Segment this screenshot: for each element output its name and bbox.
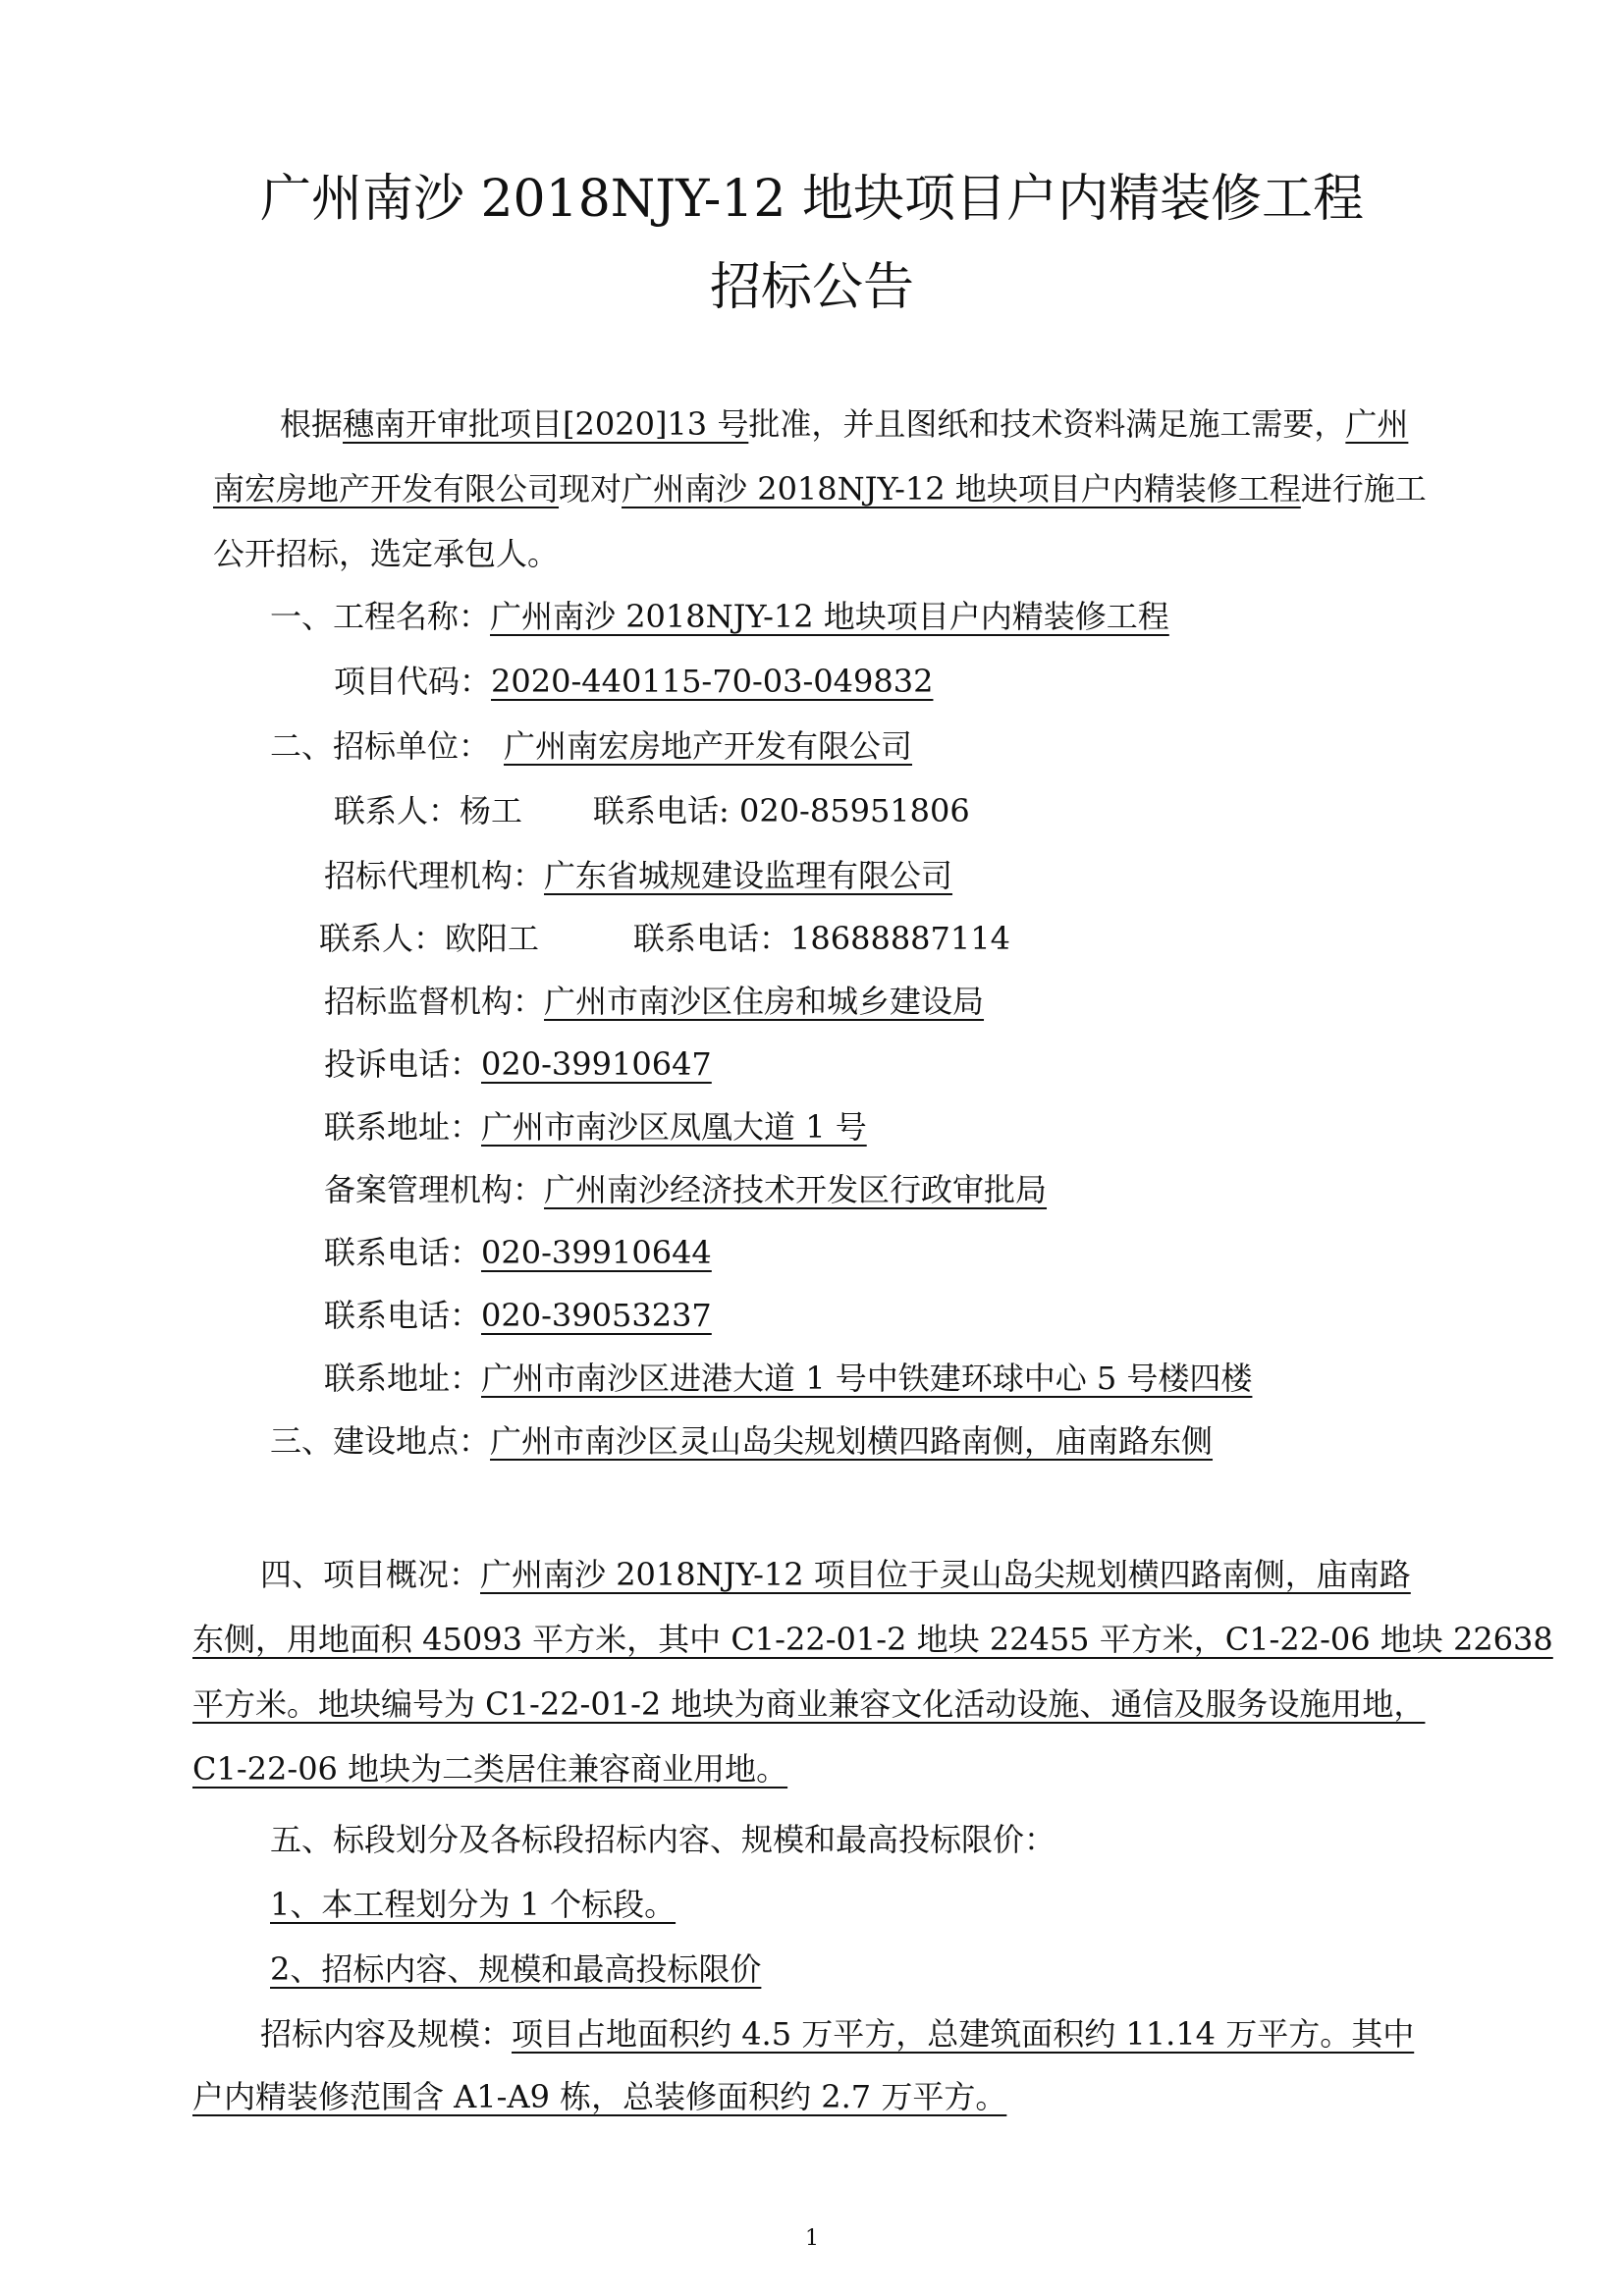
field-value: 2020-440115-70-03-049832: [491, 663, 934, 700]
section-value: 广州南沙 2018NJY-12 地块项目户内精装修工程: [490, 598, 1169, 635]
scope-line-2: 户内精装修范围含 A1-A9 栋，总装修面积约 2.7 万平方。: [192, 2078, 1007, 2115]
intro-text: 现对: [559, 470, 623, 507]
owner-name-part1: 广州: [1345, 405, 1409, 443]
section-value: 广州市南沙区灵山岛尖规划横四路南侧，庙南路东侧: [490, 1422, 1214, 1460]
intro-line-1: [280, 400, 1408, 448]
contact-person: 联系人：杨工: [334, 792, 523, 829]
field-value: 广州市南沙区进港大道 1 号中铁建环球中心 5 号楼四楼: [481, 1360, 1253, 1397]
contact-person: 联系人：欧阳工: [319, 920, 540, 957]
record-authority: [324, 1166, 1047, 1213]
field-label: 招标代理机构：: [324, 857, 545, 894]
intro-line-3: 公开招标，选定承包人。: [213, 535, 560, 572]
field-label: 联系地址：: [324, 1360, 482, 1397]
section-4-overview-line-2: 东侧，用地面积 45093 平方米，其中 C1-22-01-2 地块 22455 平方米，C1-22-06 地块 22638: [192, 1621, 1553, 1658]
tender-supervisor: [324, 978, 984, 1025]
field-label: 投诉电话：: [324, 1045, 482, 1083]
section-label: 四、项目概况：: [260, 1556, 481, 1593]
section-4-overview-line-4: C1-22-06 地块为二类居住兼容商业用地。: [192, 1750, 788, 1788]
section-1-project-name: [270, 593, 1169, 640]
field-label: 招标内容及规模：: [260, 2015, 513, 2053]
section-label: 一、工程名称：: [270, 598, 491, 635]
tender-agent: [324, 852, 952, 899]
section-3-location: [270, 1417, 1213, 1465]
approval-number: 穗南开审批项目[2020]13 号: [343, 405, 749, 443]
intro-text: 根据: [280, 405, 344, 443]
section-5-item-1: 1、本工程划分为 1 个标段。: [270, 1886, 677, 1923]
complaint-phone: [324, 1041, 712, 1088]
scope-line-1: [260, 2010, 1414, 2057]
record-phone-1: [324, 1229, 712, 1276]
field-value: 广州市南沙区凤凰大道 1 号: [481, 1108, 867, 1146]
field-value: 020-39910647: [481, 1045, 712, 1083]
section-5-heading: 五、标段划分及各标段招标内容、规模和最高投标限价：: [270, 1821, 1056, 1858]
tenderer-contact: [334, 787, 970, 834]
section-4-overview-line-3: 平方米。地块编号为 C1-22-01-2 地块为商业兼容文化活动设施、通信及服务设施用地，: [192, 1685, 1426, 1723]
project-name: 广州南沙 2018NJY-12 地块项目户内精装修工程: [622, 470, 1301, 507]
section-label: 三、建设地点：: [270, 1422, 491, 1460]
field-label: 联系地址：: [324, 1108, 482, 1146]
agent-contact: [319, 915, 1010, 962]
section-label: 二、招标单位：: [270, 727, 491, 765]
project-code: [334, 658, 933, 705]
field-label: 联系电话：: [324, 1234, 482, 1271]
field-value: 广东省城规建设监理有限公司: [544, 857, 953, 894]
document-title: 广州南沙 2018NJY-12 地块项目户内精装修工程: [259, 170, 1365, 229]
field-value: 020-39910644: [481, 1234, 712, 1271]
field-label: 联系电话：: [324, 1297, 482, 1334]
section-5-item-2: 2、招标内容、规模和最高投标限价: [270, 1950, 762, 1988]
record-phone-2: [324, 1292, 712, 1339]
contact-phone: 联系电话：18688887114: [633, 920, 1010, 957]
section-2-tenderer: [270, 722, 912, 770]
field-value: 广州市南沙区住房和城乡建设局: [544, 983, 985, 1020]
contact-phone: 联系电话: 020-85951806: [593, 792, 970, 829]
document-subtitle: 招标公告: [709, 258, 914, 317]
field-label: 招标监督机构：: [324, 983, 545, 1020]
intro-line-2: [213, 465, 1427, 512]
intro-text: 批准，并且图纸和技术资料满足施工需要，: [748, 405, 1346, 443]
record-address: [324, 1355, 1252, 1402]
field-value: 020-39053237: [481, 1297, 712, 1334]
field-label: 项目代码：: [334, 663, 492, 700]
page-number: 1: [805, 2226, 819, 2251]
field-label: 备案管理机构：: [324, 1171, 545, 1208]
field-value: 项目占地面积约 4.5 万平方，总建筑面积约 11.14 万平方。其中: [512, 2015, 1415, 2053]
section-value: 广州南沙 2018NJY-12 项目位于灵山岛尖规划横四路南侧，庙南路: [480, 1556, 1411, 1593]
owner-name-part2: 南宏房地产开发有限公司: [213, 470, 560, 507]
section-4-overview-line-1: [260, 1551, 1411, 1598]
section-value: 广州南宏房地产开发有限公司: [504, 727, 913, 765]
field-value: 广州南沙经济技术开发区行政审批局: [544, 1171, 1048, 1208]
supervisor-address: [324, 1103, 867, 1150]
intro-text: 进行施工: [1300, 470, 1427, 507]
